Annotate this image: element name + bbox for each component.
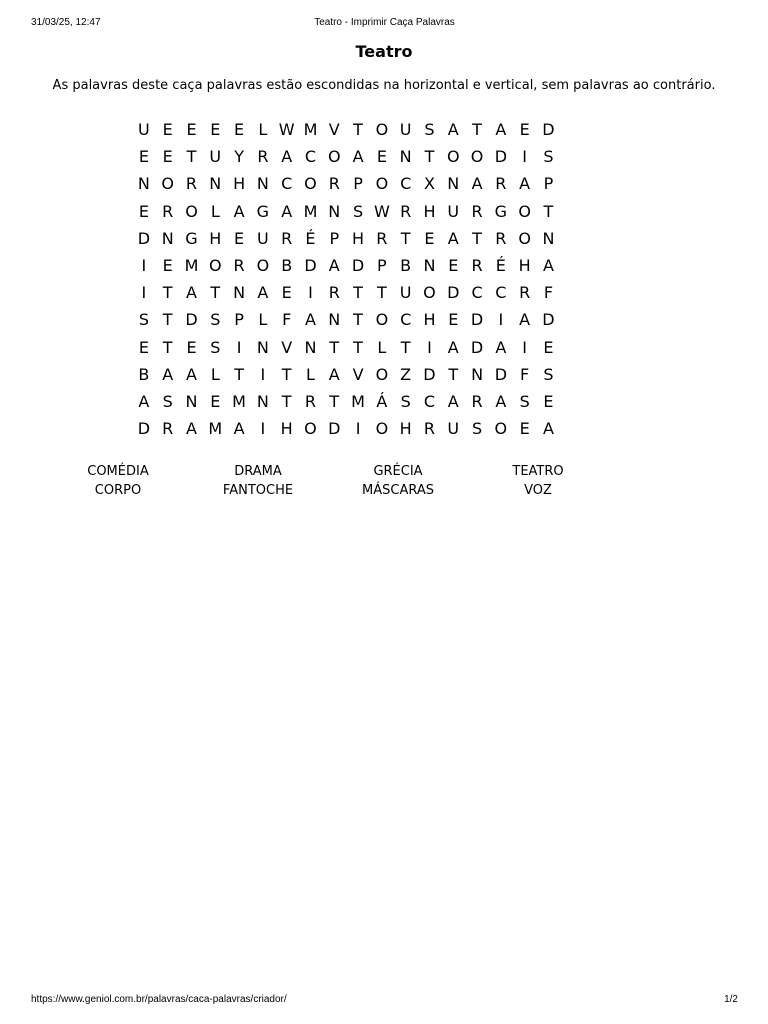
grid-letter: D xyxy=(185,310,198,330)
grid-letter: R xyxy=(281,228,293,248)
grid-letter: D xyxy=(447,283,460,303)
grid-letter: E xyxy=(448,310,459,330)
grid-letter: É xyxy=(305,228,316,248)
grid-letter: R xyxy=(519,283,531,303)
word-list xyxy=(48,464,608,499)
grid-letter: E xyxy=(162,120,173,139)
grid-row xyxy=(132,365,560,392)
grid-letter: U xyxy=(209,147,222,167)
grid-letter: R xyxy=(423,419,436,439)
grid-letter: S xyxy=(138,310,149,330)
word-list-item: COMÉDIA xyxy=(87,464,149,479)
grid-letter: A xyxy=(233,201,245,221)
grid-letter: B xyxy=(138,364,150,384)
grid-letter: A xyxy=(328,364,340,384)
grid-letter: T xyxy=(329,337,340,357)
grid-letter: E xyxy=(519,120,530,139)
grid-letter: E xyxy=(424,228,435,248)
grid-letter: E xyxy=(162,147,173,167)
grid-letter: L xyxy=(377,337,387,357)
grid-letter: É xyxy=(495,255,506,275)
grid-letter: O xyxy=(375,364,389,384)
grid-letter: T xyxy=(353,283,363,303)
grid-letter: O xyxy=(518,201,531,221)
grid-letter: I xyxy=(427,337,432,357)
grid-letter: N xyxy=(137,174,150,194)
grid-letter: T xyxy=(472,228,482,248)
grid-letter: N xyxy=(423,255,436,275)
grid-letter: H xyxy=(209,228,222,248)
grid-row xyxy=(132,419,560,446)
print-datetime: 31/03/25, 12:47 xyxy=(31,17,101,28)
grid-letter: O xyxy=(375,310,389,330)
grid-row xyxy=(132,392,560,419)
grid-letter: R xyxy=(233,255,245,275)
grid-letter: E xyxy=(162,255,173,275)
grid-letter: A xyxy=(186,364,197,384)
word-list-item: DRAMA xyxy=(234,464,282,479)
grid-letter: A xyxy=(447,337,459,357)
grid-letter: U xyxy=(138,120,150,139)
grid-row xyxy=(132,283,560,310)
print-header xyxy=(31,17,738,31)
grid-letter: H xyxy=(518,255,531,275)
grid-letter: A xyxy=(495,120,507,139)
grid-letter: C xyxy=(423,391,436,411)
grid-letter: E xyxy=(543,391,554,411)
grid-letter: G xyxy=(185,228,198,248)
grid-letter: D xyxy=(494,364,508,384)
grid-letter: O xyxy=(327,147,341,167)
grid-letter: N xyxy=(399,147,412,167)
grid-letter: T xyxy=(162,310,173,330)
grid-letter: A xyxy=(447,228,459,248)
grid-letter: O xyxy=(375,120,389,139)
grid-letter: A xyxy=(257,283,269,303)
grid-letter: L xyxy=(210,364,220,384)
grid-letter: O xyxy=(470,147,484,167)
grid-letter: S xyxy=(400,391,411,411)
grid-letter: A xyxy=(519,174,531,194)
word-list-item: FANTOCHE xyxy=(222,483,294,498)
grid-letter: F xyxy=(282,310,292,330)
grid-letter: N xyxy=(256,337,269,357)
grid-letter: N xyxy=(328,201,341,221)
grid-letter: P xyxy=(353,174,363,194)
grid-letter: E xyxy=(234,120,245,139)
grid-letter: O xyxy=(375,174,389,194)
grid-letter: S xyxy=(210,310,221,330)
grid-letter: A xyxy=(233,419,245,439)
grid-letter: N xyxy=(161,228,174,248)
grid-letter: X xyxy=(423,174,435,194)
grid-letter: A xyxy=(542,255,554,275)
grid-row xyxy=(132,120,560,147)
grid-letter: N xyxy=(209,174,222,194)
grid-letter: I xyxy=(141,283,147,303)
grid-letter: O xyxy=(518,228,531,248)
grid-letter: I xyxy=(355,419,361,439)
grid-letter: A xyxy=(162,364,174,384)
grid-letter: U xyxy=(399,120,412,139)
grid-letter: E xyxy=(210,391,221,411)
grid-letter: L xyxy=(210,201,220,221)
grid-letter: R xyxy=(400,201,412,221)
grid-row xyxy=(132,310,560,337)
grid-letter: Z xyxy=(400,364,412,384)
grid-letter: T xyxy=(329,391,340,411)
grid-letter: O xyxy=(375,419,389,439)
grid-letter: S xyxy=(424,120,435,139)
grid-row xyxy=(132,202,560,229)
grid-letter: N xyxy=(185,391,198,411)
grid-letter: G xyxy=(494,201,508,221)
grid-letter: E xyxy=(186,337,197,357)
grid-letter: C xyxy=(495,283,507,303)
print-page-number: 1/2 xyxy=(724,994,738,1005)
grid-letter: B xyxy=(400,255,412,275)
grid-letter: H xyxy=(233,174,246,194)
grid-letter: I xyxy=(522,337,527,357)
grid-letter: E xyxy=(138,201,149,221)
grid-letter: O xyxy=(446,147,460,167)
grid-letter: A xyxy=(495,391,507,411)
grid-letter: R xyxy=(185,174,198,194)
grid-letter: D xyxy=(542,310,555,330)
grid-letter: M xyxy=(303,120,318,139)
grid-letter: D xyxy=(351,255,365,275)
grid-letter: E xyxy=(543,337,554,357)
grid-letter: M xyxy=(351,391,365,411)
grid-letter: N xyxy=(256,174,269,194)
grid-letter: O xyxy=(256,255,270,275)
grid-letter: T xyxy=(543,201,554,221)
grid-letter: S xyxy=(162,391,173,411)
grid-letter: D xyxy=(470,310,484,330)
grid-letter: E xyxy=(281,283,292,303)
grid-letter: H xyxy=(280,419,293,439)
word-search-grid xyxy=(132,120,560,446)
grid-letter: A xyxy=(186,283,197,303)
grid-letter: R xyxy=(376,228,388,248)
grid-letter: C xyxy=(400,310,412,330)
grid-letter: D xyxy=(137,228,151,248)
grid-letter: H xyxy=(423,201,436,221)
grid-row xyxy=(132,229,560,256)
grid-letter: I xyxy=(260,364,266,384)
grid-letter: U xyxy=(447,419,460,439)
grid-letter: E xyxy=(376,147,387,167)
grid-letter: T xyxy=(400,337,411,357)
word-list-item: TEATRO xyxy=(512,464,564,479)
word-list-item: MÁSCARAS xyxy=(362,483,434,498)
grid-letter: O xyxy=(161,174,174,194)
grid-letter: S xyxy=(352,201,364,221)
grid-letter: T xyxy=(281,391,292,411)
word-list-item: CORPO xyxy=(94,483,142,498)
grid-letter: A xyxy=(447,391,459,411)
grid-letter: C xyxy=(471,283,483,303)
grid-letter: I xyxy=(498,310,504,330)
grid-letter: R xyxy=(304,391,317,411)
grid-letter: E xyxy=(138,337,149,357)
grid-letter: D xyxy=(494,147,508,167)
grid-letter: U xyxy=(257,228,269,248)
grid-letter: D xyxy=(542,120,555,139)
grid-letter: U xyxy=(399,283,412,303)
grid-letter: S xyxy=(210,337,221,357)
grid-letter: S xyxy=(543,147,554,167)
grid-letter: O xyxy=(494,419,508,439)
grid-letter: A xyxy=(352,147,364,167)
grid-letter: A xyxy=(305,310,316,330)
grid-letter: V xyxy=(328,120,340,139)
grid-letter: E xyxy=(210,120,221,139)
grid-letter: R xyxy=(328,283,340,303)
grid-letter: U xyxy=(447,201,460,221)
instructions-text: As palavras deste caça palavras estão escondidas na horizontal e vertical, sem palavras ao contrário. xyxy=(52,78,716,93)
grid-letter: T xyxy=(186,147,197,167)
grid-letter: G xyxy=(256,201,270,221)
grid-letter: A xyxy=(138,391,150,411)
grid-letter: R xyxy=(471,391,483,411)
grid-letter: L xyxy=(258,310,268,330)
grid-letter: Á xyxy=(376,391,388,411)
grid-letter: R xyxy=(257,147,269,167)
grid-letter: T xyxy=(353,310,363,330)
grid-letter: P xyxy=(234,310,244,330)
grid-letter: T xyxy=(472,120,482,139)
grid-letter: W xyxy=(278,120,295,139)
grid-letter: T xyxy=(376,283,387,303)
grid-letter: T xyxy=(353,120,363,139)
grid-letter: H xyxy=(352,228,365,248)
grid-letter: C xyxy=(400,174,412,194)
grid-letter: W xyxy=(373,201,390,221)
grid-letter: C xyxy=(281,174,293,194)
grid-letter: N xyxy=(328,310,341,330)
grid-letter: M xyxy=(184,255,199,275)
grid-letter: N xyxy=(471,364,484,384)
grid-letter: L xyxy=(306,364,315,384)
grid-letter: A xyxy=(281,147,293,167)
grid-letter: A xyxy=(186,419,197,439)
grid-letter: N xyxy=(256,391,269,411)
grid-letter: H xyxy=(399,419,412,439)
grid-letter: T xyxy=(162,337,173,357)
grid-letter: N xyxy=(233,283,246,303)
grid-letter: E xyxy=(234,228,245,248)
grid-letter: R xyxy=(471,255,483,275)
grid-letter: T xyxy=(162,283,173,303)
grid-letter: T xyxy=(448,364,459,384)
grid-letter: O xyxy=(304,419,317,439)
grid-letter: R xyxy=(471,201,483,221)
grid-letter: S xyxy=(543,364,554,384)
grid-row xyxy=(132,147,560,174)
grid-letter: R xyxy=(495,174,507,194)
grid-letter: R xyxy=(328,174,340,194)
grid-letter: A xyxy=(328,255,340,275)
grid-letter: D xyxy=(304,255,317,275)
grid-row xyxy=(132,174,560,201)
grid-letter: A xyxy=(519,310,531,330)
grid-letter: T xyxy=(353,337,363,357)
grid-letter: D xyxy=(423,364,436,384)
grid-letter: O xyxy=(423,283,436,303)
grid-letter: R xyxy=(495,228,507,248)
grid-letter: F xyxy=(543,283,554,303)
word-list-item: GRÉCIA xyxy=(373,464,423,479)
grid-letter: I xyxy=(260,419,266,439)
grid-letter: N xyxy=(542,228,555,248)
grid-letter: O xyxy=(208,255,222,275)
word-list-item: VOZ xyxy=(524,483,552,498)
grid-letter: V xyxy=(281,337,293,357)
grid-letter: A xyxy=(542,419,554,439)
grid-letter: T xyxy=(234,364,244,384)
grid-letter: D xyxy=(328,419,341,439)
grid-letter: O xyxy=(185,201,198,221)
grid-row xyxy=(132,338,560,365)
grid-letter: T xyxy=(400,228,411,248)
grid-letter: D xyxy=(137,419,151,439)
grid-letter: B xyxy=(281,255,293,275)
grid-letter: P xyxy=(329,228,340,248)
grid-letter: H xyxy=(423,310,436,330)
grid-letter: I xyxy=(308,283,313,303)
print-footer xyxy=(31,994,738,1008)
grid-letter: R xyxy=(162,201,174,221)
grid-letter: E xyxy=(519,419,530,439)
grid-letter: R xyxy=(162,419,174,439)
grid-letter: I xyxy=(522,147,527,167)
grid-letter: D xyxy=(470,337,484,357)
grid-letter: E xyxy=(448,255,459,275)
grid-letter: M xyxy=(208,419,223,439)
grid-letter: P xyxy=(543,174,554,194)
page-title: Teatro xyxy=(355,42,413,61)
grid-letter: I xyxy=(236,337,242,357)
grid-letter: V xyxy=(352,364,364,384)
grid-row xyxy=(132,256,560,283)
grid-letter: O xyxy=(304,174,317,194)
print-url: https://www.geniol.com.br/palavras/caca-palavras/criador/ xyxy=(31,994,287,1005)
grid-letter: C xyxy=(304,147,317,167)
grid-letter: A xyxy=(447,120,459,139)
grid-letter: A xyxy=(495,337,507,357)
grid-letter: F xyxy=(520,364,530,384)
grid-letter: M xyxy=(303,201,318,221)
grid-letter: T xyxy=(281,364,292,384)
grid-letter: S xyxy=(519,391,530,411)
grid-letter: I xyxy=(141,255,147,275)
grid-letter: Y xyxy=(234,147,244,167)
grid-letter: A xyxy=(281,201,293,221)
grid-letter: T xyxy=(210,283,221,303)
grid-letter: T xyxy=(424,147,435,167)
grid-letter: L xyxy=(258,120,268,139)
print-document-title: Teatro - Imprimir Caça Palavras xyxy=(314,17,455,28)
grid-letter: N xyxy=(447,174,460,194)
grid-letter: E xyxy=(186,120,197,139)
grid-letter: A xyxy=(471,174,483,194)
grid-letter: E xyxy=(138,147,149,167)
grid-letter: S xyxy=(471,419,483,439)
grid-letter: M xyxy=(232,391,246,411)
grid-letter: P xyxy=(377,255,387,275)
grid-letter: N xyxy=(304,337,317,357)
